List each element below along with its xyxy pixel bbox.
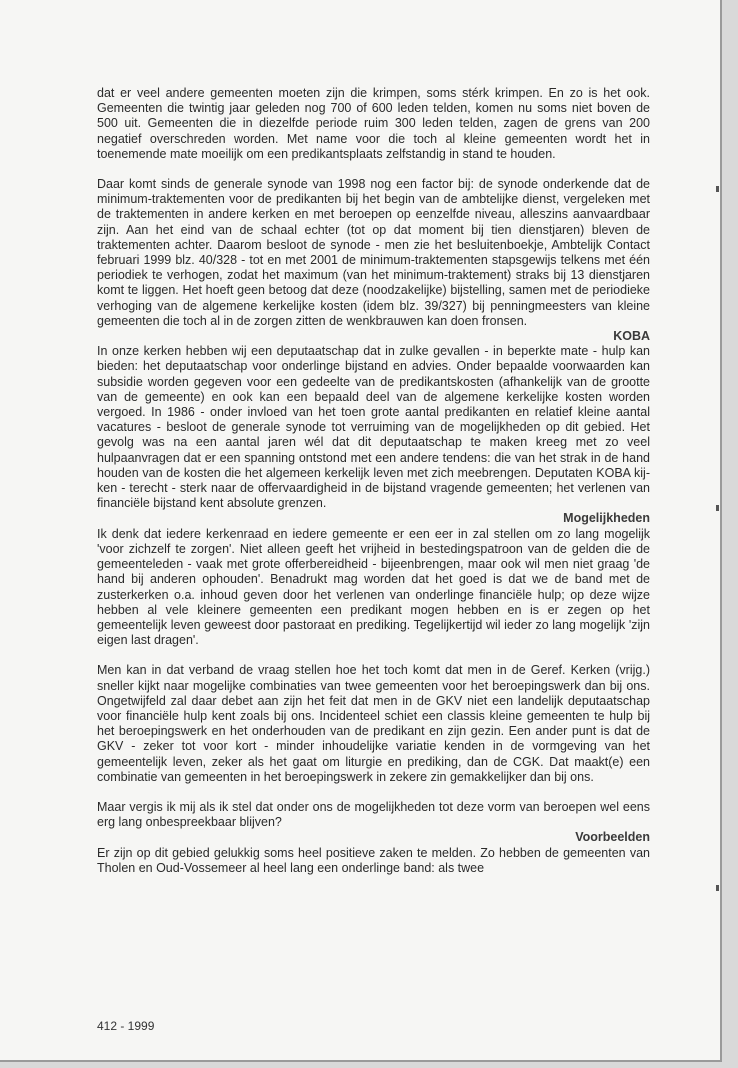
paragraph-5: Men kan in dat verband de vraag stellen hoe het toch komt dat men in de Geref. Kerken (vrijg.) sneller kijkt naar mogelijke combinaties van twee gemeenten voor het beroepingswerk dan bij ons. Ongetwijfeld zal daar debet aan zijn het feit dat men in de GKV niet een landelijk deputaatschap voor financiële hulp kent zoals bij ons. Incidenteel schiet een classis kleine gemeenten te hulp bij het beroepingswerk en het onderhouden van de predikant en zijn gezin. Een ander punt is dat de GKV - zeker tot voor kort - minder inhoudelijke variatie kenden in de vormgeving van het gemeentelijk leven, zeker als het gaat om liturgie en prediking, dan de CGK. Dat maakt(e) een combinatie van gemeenten in het beroepingswerk in zekere zin gemakkelijker dan bij ons.	[97, 663, 650, 784]
margin-mark	[716, 186, 719, 192]
paragraph-7: Er zijn op dit gebied gelukkig soms heel positieve zaken te melden. Zo hebben de gemeenten van Tholen en Oud-Vossemeer al heel lang een onderlinge band: als twee	[97, 845, 650, 875]
heading-voorbeelden: Voorbeelden	[575, 830, 650, 845]
paragraph-4: Ik denk dat iedere kerkenraad en iedere gemeente er een eer in zal stellen om zo lang mogelijk 'voor zichzelf te zorgen'. Niet alleen geeft het vrijheid in bestedingspatroon van de gelden die de gemeenteleden - vaak met grote offerbereidheid - bijeenbrengen, maar ook wil men niet graag 'de hand bij anderen ophouden'. Benadrukt mag worden dat het goed is dat we de band met de zusterkerken o.a. inhoud geven door het verlenen van onderlinge financiële hulp; op deze wijze hebben al vele kleinere gemeenten een predikant mogen hebben en is er zegen op het gemeentelijk leven geweest door pastoraat en prediking. Tegelijkertijd wil ieder zo lang mogelijk 'zijn eigen last dragen'.	[97, 526, 650, 648]
paragraph-6: Maar vergis ik mij als ik stel dat onder ons de mogelijkheden tot deze vorm van beroepen wel eens erg lang onbespreekbaar blijven?	[97, 799, 650, 830]
heading-mogelijkheden: Mogelijkheden	[563, 511, 650, 526]
heading-koba: KOBA	[613, 329, 650, 344]
page-number-footer: 412 - 1999	[97, 1019, 155, 1033]
margin-mark	[716, 885, 719, 891]
paragraph-1: dat er veel andere gemeenten moeten zijn die krimpen, soms stérk krimpen. En zo is het ook. Gemeenten die twintig jaar geleden nog 700 of 600 leden telden, komen nu soms niet boven de 500 uit. Gemeenten die in diezelfde periode ruim 300 leden telden, zagen de grens van 200 negatief overschreden worden. Met name voor die toch al kleine gemeenten wordt het in toenemende mate moeilijk om een predikantsplaats zelfstandig in stand te houden.	[97, 86, 650, 161]
text-column	[97, 86, 650, 876]
margin-mark	[716, 505, 719, 511]
paragraph-2: Daar komt sinds de generale synode van 1998 nog een factor bij: de synode onderkende dat de minimum-traktementen voor de predikanten bij het begin van de ambtelijke dienst, vergeleken met de traktementen in andere kerken en met beroepen op eenzelfde niveau, alleszins aanvaardbaar zijn. Aan het eind van de schaal echter (tot op dat moment bij tien dienstjaren) bleven de traktementen achter. Daarom besloot de synode - men zie het besluitenboekje, Ambtelijk Contact februari 1999 blz. 40/328 - tot en met 2001 de minimum-traktementen stapsgewijs telkens met één periodiek te verhogen, zodat het maximum (van het minimum-traktement) straks bij 13 dienstjaren komt te liggen. Het hoeft geen betoog dat deze (noodzakelijke) bijstelling, samen met de periodieke verhoging van de algemene kerkelijke kosten (idem blz. 39/327) bij penningmeesters van kleine gemeenten die toch al in de zorgen zitten de wenkbrauwen kan doen fronsen.	[97, 177, 650, 328]
paragraph-3: In onze kerken hebben wij een deputaatschap dat in zulke gevallen - in beperkte mate - hulp kan bieden: het deputaatschap voor onderlinge bijstand en advies. Onder bepaalde voorwaarden kan subsidie worden gegeven voor een gedeelte van de predikantskosten (afhankelijk van de grootte van de gemeente) en ook kan een bepaald deel van de algemene kerkelijke kosten worden vergoed. In 1986 - onder invloed van het toen grote aantal predikanten en relatief kleine aantal vacatures - besloot de generale synode tot verruiming van de mogelijkheden op dit gebied. Het gevolg was na een aantal jaren wél dat dit deputaatschap te maken kreeg met zo veel hulpaanvragen dat er een spanning ontstond met een andere tendens: die van het strak in de hand houden van de kosten die het algemeen kerkelijk leven met zich meebrengen. Deputaten KOBA kijken - terecht - sterk naar de offervaardigheid in de bijstand vragende gemeenten; het verlenen van financiële bijstand kent absolute grenzen.	[97, 344, 650, 511]
